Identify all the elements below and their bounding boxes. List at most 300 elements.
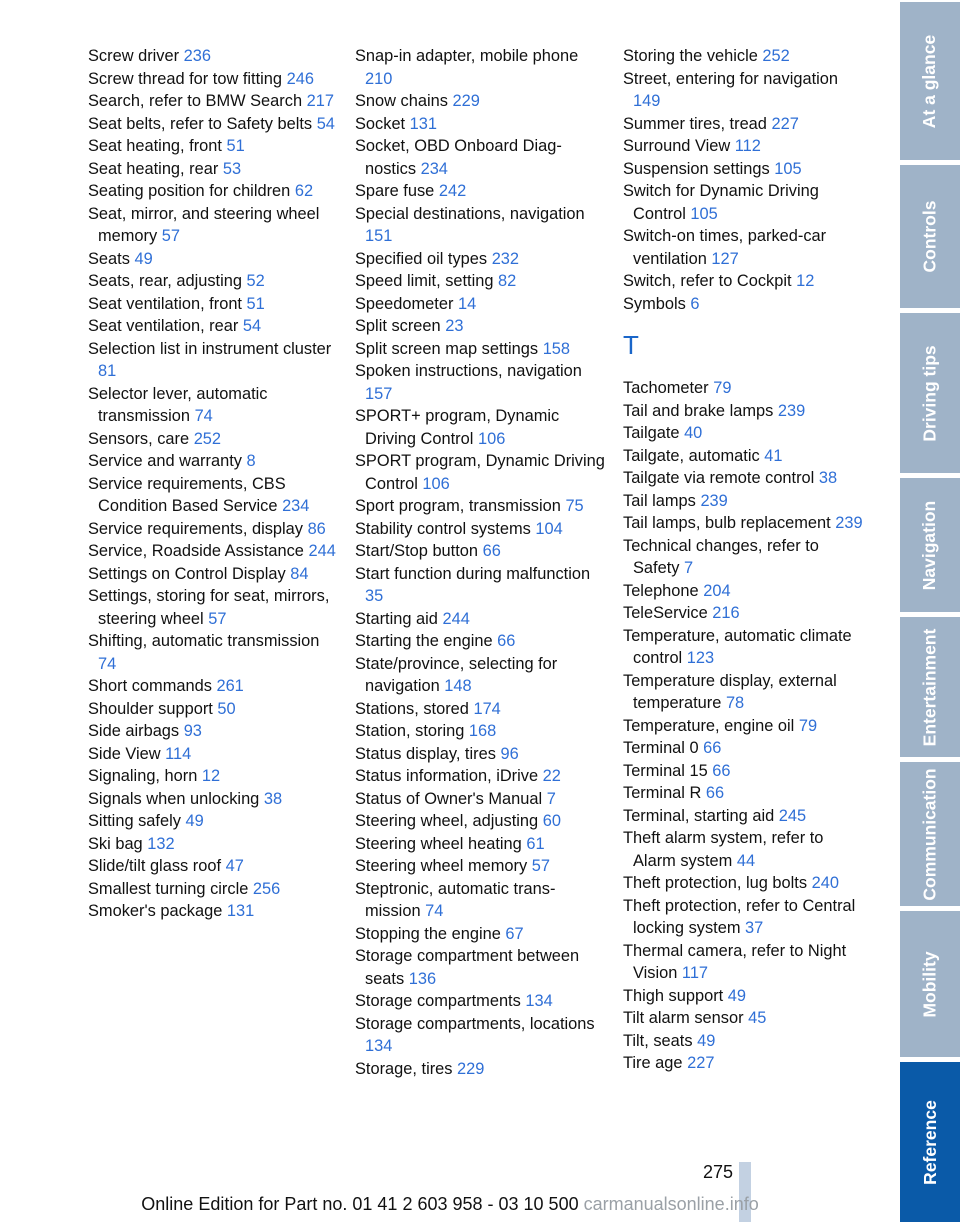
entry-text: Shifting, automatic transmission bbox=[88, 632, 320, 650]
page-link[interactable]: 79 bbox=[713, 379, 732, 397]
entry-text: Smoker's package bbox=[88, 902, 223, 920]
entry-text: Tailgate via remote control bbox=[623, 469, 815, 487]
page-link[interactable]: 6 bbox=[690, 294, 700, 313]
entry-text: Stability control systems bbox=[355, 519, 531, 538]
entry-text: Tail lamps bbox=[623, 491, 696, 510]
page-link[interactable]: 74 bbox=[194, 407, 213, 425]
index-entry bbox=[355, 765, 605, 788]
page-link[interactable]: 127 bbox=[711, 249, 739, 268]
entry-text: Thermal camera, refer to Night Vision bbox=[623, 941, 847, 982]
index-entry bbox=[623, 535, 863, 580]
index-entry bbox=[88, 270, 338, 293]
index-entry bbox=[623, 467, 863, 490]
index-entry bbox=[623, 225, 863, 270]
index-entry bbox=[88, 383, 338, 428]
tab-at-a-glance[interactable] bbox=[900, 2, 960, 160]
index-entry bbox=[355, 405, 605, 450]
page-link[interactable]: 106 bbox=[422, 474, 450, 493]
entry-text: Steering wheel, adjusting bbox=[355, 812, 539, 830]
page-link[interactable]: 234 bbox=[420, 159, 448, 178]
page-link[interactable]: 52 bbox=[246, 272, 265, 290]
page-link[interactable]: 49 bbox=[727, 986, 747, 1005]
page-link[interactable]: 131 bbox=[226, 902, 255, 920]
page-link[interactable]: 117 bbox=[681, 964, 709, 982]
section-tabs bbox=[900, 0, 960, 1222]
tab-reference[interactable] bbox=[900, 1062, 960, 1222]
tab-navigation[interactable] bbox=[900, 478, 960, 612]
page-link[interactable]: 131 bbox=[409, 114, 438, 133]
page-link[interactable]: 54 bbox=[316, 114, 335, 133]
index-entry bbox=[88, 720, 338, 743]
page-link[interactable]: 40 bbox=[684, 424, 703, 442]
index-entry bbox=[88, 878, 338, 901]
entry-text: Tilt, seats bbox=[623, 1031, 693, 1050]
entry-text: Terminal R bbox=[623, 784, 702, 802]
entry-text: Service requirements, CBS Condition Based Service bbox=[88, 474, 286, 515]
index-entry bbox=[88, 900, 338, 923]
index-entry bbox=[88, 518, 338, 541]
page-link[interactable]: 234 bbox=[282, 497, 310, 515]
index-entry bbox=[88, 158, 338, 181]
index-entry bbox=[88, 698, 338, 721]
entry-text: Thigh support bbox=[623, 986, 724, 1005]
entry-text: Terminal 15 bbox=[623, 761, 708, 780]
page-link[interactable]: 229 bbox=[452, 92, 480, 110]
page-link[interactable]: 78 bbox=[725, 694, 745, 712]
index-entry bbox=[88, 540, 338, 563]
entry-text: Screw thread for tow fitting bbox=[88, 69, 283, 88]
index-entry bbox=[88, 855, 338, 878]
index-entry bbox=[623, 270, 863, 293]
index-entry bbox=[355, 180, 605, 203]
entry-text: Service, Roadside Assistance bbox=[88, 542, 304, 560]
page-link[interactable]: 105 bbox=[690, 204, 718, 223]
index-entry bbox=[88, 743, 338, 766]
page-link[interactable]: 57 bbox=[208, 609, 227, 628]
entry-text: Temperature, automatic climate control bbox=[623, 626, 852, 667]
index-entry bbox=[88, 675, 338, 698]
index-entry bbox=[88, 203, 338, 248]
entry-text: Settings, storing for seat, mirrors, steering wheel bbox=[88, 587, 330, 628]
page-link[interactable]: 151 bbox=[365, 227, 393, 245]
entry-text: Stations, stored bbox=[355, 699, 469, 718]
entry-text: Service requirements, display bbox=[88, 519, 303, 538]
entry-text: Starting the engine bbox=[355, 632, 493, 650]
page-link[interactable]: 66 bbox=[712, 761, 731, 780]
page-link[interactable]: 236 bbox=[183, 47, 211, 65]
entry-text: Telephone bbox=[623, 581, 699, 600]
index-entry bbox=[88, 630, 338, 675]
tab-label: Communication bbox=[919, 767, 940, 901]
entry-text: Tailgate, automatic bbox=[623, 446, 760, 465]
index-entry bbox=[355, 945, 605, 990]
page-link[interactable]: 244 bbox=[308, 542, 336, 560]
page-link[interactable]: 239 bbox=[700, 491, 728, 510]
page-link[interactable]: 50 bbox=[217, 699, 236, 718]
entry-text: Theft alarm system, refer to Alarm system bbox=[623, 829, 824, 870]
index-entry bbox=[623, 158, 863, 181]
page-link[interactable]: 132 bbox=[147, 834, 175, 853]
page-link[interactable]: 57 bbox=[161, 227, 180, 245]
page-link[interactable]: 168 bbox=[468, 722, 497, 740]
page-link[interactable]: 204 bbox=[703, 581, 731, 600]
page-link[interactable]: 252 bbox=[193, 429, 222, 448]
page-link[interactable]: 217 bbox=[306, 92, 334, 110]
page-link[interactable]: 174 bbox=[473, 699, 501, 718]
entry-text: Special destinations, navigation bbox=[355, 204, 585, 223]
entry-text: Seat belts, refer to Safety belts bbox=[88, 114, 313, 133]
index-entry bbox=[623, 940, 863, 985]
index-entry bbox=[355, 248, 605, 271]
page-link[interactable]: 227 bbox=[771, 114, 799, 133]
page-link[interactable]: 12 bbox=[201, 767, 221, 785]
page-link[interactable]: 61 bbox=[526, 834, 545, 853]
tab-label: Driving tips bbox=[919, 344, 940, 442]
page-link[interactable]: 66 bbox=[703, 739, 722, 757]
entry-text: Switch for Dynamic Driving Control bbox=[623, 182, 819, 223]
index-entry bbox=[355, 540, 605, 563]
index-entry bbox=[355, 1013, 605, 1058]
page-link[interactable]: 38 bbox=[818, 469, 838, 487]
index-entry bbox=[355, 855, 605, 878]
page-link[interactable]: 22 bbox=[542, 767, 561, 785]
index-entry bbox=[88, 180, 338, 203]
index-entry bbox=[623, 715, 863, 738]
index-entry bbox=[88, 810, 338, 833]
entry-text: Specified oil types bbox=[355, 249, 488, 268]
page-link[interactable]: 51 bbox=[226, 137, 245, 155]
entry-text: Station, storing bbox=[355, 722, 465, 740]
page-link[interactable]: 54 bbox=[242, 317, 262, 335]
index-column-1 bbox=[88, 45, 338, 923]
index-entry bbox=[355, 360, 605, 405]
index-entry bbox=[355, 653, 605, 698]
page-link[interactable]: 49 bbox=[697, 1031, 716, 1050]
entry-text: Seat ventilation, front bbox=[88, 294, 242, 313]
page-link[interactable]: 123 bbox=[686, 649, 715, 667]
page-link[interactable]: 93 bbox=[183, 722, 202, 740]
page-link[interactable]: 75 bbox=[565, 497, 584, 515]
page-link[interactable]: 12 bbox=[796, 272, 815, 290]
page-link[interactable]: 66 bbox=[705, 784, 725, 802]
entry-text: Storage compartments bbox=[355, 992, 521, 1010]
page-link[interactable]: 66 bbox=[497, 632, 516, 650]
entry-text: State/province, selecting for navigation bbox=[355, 654, 558, 695]
page-number: 275 bbox=[703, 1162, 734, 1182]
page-link[interactable]: 106 bbox=[477, 429, 506, 448]
watermark: carmanualsonline.info bbox=[583, 1194, 759, 1214]
entry-text: Settings on Control Display bbox=[88, 564, 286, 583]
page-link[interactable]: 84 bbox=[290, 564, 309, 583]
entry-text: Short commands bbox=[88, 677, 212, 695]
index-entry bbox=[88, 585, 338, 630]
page-link[interactable]: 74 bbox=[425, 902, 444, 920]
index-entry bbox=[355, 563, 605, 608]
index-entry bbox=[355, 450, 605, 495]
index-entry bbox=[355, 1058, 605, 1081]
page-link[interactable]: 37 bbox=[745, 919, 764, 937]
index-entry bbox=[623, 827, 863, 872]
index-entry bbox=[355, 810, 605, 833]
entry-text: Split screen map settings bbox=[355, 339, 539, 358]
entry-text: Temperature, engine oil bbox=[623, 716, 795, 735]
page-link[interactable]: 47 bbox=[225, 857, 244, 875]
page-link[interactable]: 232 bbox=[491, 249, 520, 268]
tab-entertainment[interactable] bbox=[900, 617, 960, 757]
index-entry bbox=[355, 630, 605, 653]
page-link[interactable]: 49 bbox=[185, 812, 204, 830]
entry-text: Sensors, care bbox=[88, 429, 190, 448]
index-entry bbox=[623, 602, 863, 625]
index-entry bbox=[355, 788, 605, 811]
index-entry bbox=[623, 895, 863, 940]
page-link[interactable]: 62 bbox=[294, 182, 314, 200]
page-link[interactable]: 86 bbox=[307, 519, 326, 538]
index-entry bbox=[623, 805, 863, 828]
page-link[interactable]: 49 bbox=[134, 249, 153, 268]
page-link[interactable]: 53 bbox=[222, 159, 242, 178]
index-entry bbox=[623, 760, 863, 783]
page-link[interactable]: 148 bbox=[444, 677, 472, 695]
index-entry bbox=[88, 833, 338, 856]
index-column-3 bbox=[623, 45, 863, 1075]
entry-text: Seats, rear, adjusting bbox=[88, 272, 242, 290]
tab-label: Mobility bbox=[919, 950, 940, 1018]
index-entry bbox=[88, 428, 338, 451]
entry-text: Socket, OBD Onboard Diagnostics bbox=[355, 137, 562, 178]
entry-text: Selector lever, automatic transmission bbox=[88, 384, 268, 425]
index-entry bbox=[355, 203, 605, 248]
page-link[interactable]: 96 bbox=[500, 744, 519, 763]
entry-text: Search, refer to BMW Search bbox=[88, 92, 303, 110]
index-entry bbox=[355, 743, 605, 766]
entry-text: Tail lamps, bulb replacement bbox=[623, 514, 831, 532]
index-entry bbox=[623, 580, 863, 603]
page-link[interactable]: 246 bbox=[286, 69, 314, 88]
entry-text: Seats bbox=[88, 249, 130, 268]
page-link[interactable]: 44 bbox=[736, 851, 756, 870]
entry-text: Switch, refer to Cockpit bbox=[623, 272, 792, 290]
entry-text: Split screen bbox=[355, 317, 441, 335]
entry-text: Speed limit, setting bbox=[355, 272, 494, 290]
entry-text: SPORT program, Dynamic Driving Control bbox=[355, 452, 605, 493]
entry-text: Seat heating, front bbox=[88, 137, 222, 155]
tab-controls[interactable] bbox=[900, 165, 960, 308]
index-entry bbox=[623, 113, 863, 136]
index-entry bbox=[88, 135, 338, 158]
entry-text: Surround View bbox=[623, 137, 731, 155]
page-link[interactable]: 158 bbox=[542, 339, 571, 358]
entry-text: Storage compartments, locations bbox=[355, 1014, 595, 1033]
index-entry bbox=[88, 45, 338, 68]
index-entry bbox=[355, 90, 605, 113]
entry-text: Sport program, transmission bbox=[355, 497, 561, 515]
page-link[interactable]: 239 bbox=[777, 401, 806, 420]
entry-text: Starting aid bbox=[355, 609, 438, 628]
page-link[interactable]: 112 bbox=[734, 137, 761, 155]
entry-text: Side airbags bbox=[88, 722, 180, 740]
entry-text: Street, entering for navigation bbox=[623, 69, 839, 88]
page-link[interactable]: 66 bbox=[482, 542, 501, 560]
entry-text: Snap-in adapter, mobile phone bbox=[355, 47, 579, 65]
page-link[interactable]: 216 bbox=[712, 604, 740, 622]
index-entry bbox=[623, 68, 863, 113]
index-entry bbox=[355, 45, 605, 90]
index-entry bbox=[88, 788, 338, 811]
page-link[interactable]: 134 bbox=[525, 992, 553, 1010]
footer bbox=[0, 1194, 900, 1215]
index-entry bbox=[88, 473, 338, 518]
entry-text: Spoken instructions, navigation bbox=[355, 362, 582, 380]
index-entry bbox=[623, 180, 863, 225]
page-link[interactable]: 35 bbox=[365, 587, 384, 605]
page-link[interactable]: 38 bbox=[263, 789, 283, 808]
entry-text: Snow chains bbox=[355, 92, 448, 110]
entry-text: Switch-on times, parked-car ventilation bbox=[623, 227, 827, 268]
page-link[interactable]: 57 bbox=[531, 857, 550, 875]
page-link[interactable]: 14 bbox=[457, 294, 477, 313]
page-link[interactable]: 67 bbox=[505, 924, 524, 943]
index-entry bbox=[623, 512, 863, 535]
page-link[interactable]: 41 bbox=[764, 446, 783, 465]
footer-text: Online Edition for Part no. 01 41 2 603 958 - 03 10 500 bbox=[141, 1194, 579, 1214]
entry-text: Tachometer bbox=[623, 379, 709, 397]
page-link[interactable]: 252 bbox=[762, 47, 790, 65]
index-entry bbox=[355, 720, 605, 743]
page-link[interactable]: 105 bbox=[774, 159, 802, 178]
index-entry bbox=[623, 1030, 863, 1053]
entry-text: Socket bbox=[355, 114, 406, 133]
tab-label: Navigation bbox=[919, 500, 940, 590]
page-link[interactable]: 114 bbox=[165, 744, 192, 763]
page-link[interactable]: 157 bbox=[365, 384, 393, 403]
index-entry bbox=[623, 737, 863, 760]
page-link[interactable]: 245 bbox=[778, 806, 807, 825]
entry-text: Smallest turning circle bbox=[88, 879, 249, 898]
page-link[interactable]: 240 bbox=[811, 874, 839, 892]
section-letter: T bbox=[623, 330, 639, 360]
entry-text: Stopping the engine bbox=[355, 924, 501, 943]
tab-communication[interactable] bbox=[900, 762, 960, 906]
index-entry bbox=[355, 315, 605, 338]
entry-text: Symbols bbox=[623, 294, 686, 313]
entry-text: Seat heating, rear bbox=[88, 159, 219, 178]
entry-text: Tailgate bbox=[623, 424, 680, 442]
page-link[interactable]: 7 bbox=[684, 559, 694, 577]
index-entry bbox=[88, 315, 338, 338]
entry-text: Tilt alarm sensor bbox=[623, 1009, 744, 1027]
entry-text: Start function during malfunction bbox=[355, 564, 591, 583]
entry-text: Terminal 0 bbox=[623, 739, 699, 757]
page-link[interactable]: 8 bbox=[246, 452, 256, 470]
index-entry bbox=[355, 878, 605, 923]
index-entry bbox=[623, 872, 863, 895]
index-entry bbox=[355, 608, 605, 631]
entry-text: Tire age bbox=[623, 1054, 683, 1072]
page-link[interactable]: 134 bbox=[365, 1037, 393, 1055]
index-entry bbox=[88, 450, 338, 473]
page-link[interactable]: 60 bbox=[542, 812, 561, 830]
index-entry bbox=[623, 135, 863, 158]
entry-text: Technical changes, refer to Safety bbox=[623, 536, 819, 577]
tab-label: Entertainment bbox=[919, 628, 940, 746]
entry-text: Screw driver bbox=[88, 47, 180, 65]
index-entry bbox=[623, 422, 863, 445]
page-link[interactable]: 244 bbox=[442, 609, 470, 628]
index-entry bbox=[88, 765, 338, 788]
page-link[interactable]: 210 bbox=[365, 69, 393, 88]
entry-text: Tail and brake lamps bbox=[623, 401, 774, 420]
entry-text: Storage compartment between seats bbox=[355, 947, 580, 988]
tab-driving-tips[interactable] bbox=[900, 313, 960, 473]
index-entry bbox=[355, 833, 605, 856]
page-link[interactable]: 227 bbox=[687, 1054, 715, 1072]
tab-label: Controls bbox=[919, 200, 940, 273]
page-link[interactable]: 51 bbox=[246, 294, 265, 313]
page-link[interactable]: 256 bbox=[252, 879, 281, 898]
entry-text: Seat ventilation, rear bbox=[88, 317, 239, 335]
page-link[interactable]: 79 bbox=[798, 716, 818, 735]
entry-text: Storing the vehicle bbox=[623, 47, 758, 65]
index-entry bbox=[623, 490, 863, 513]
entry-text: Temperature display, external temperature bbox=[623, 671, 837, 712]
index-entry bbox=[355, 338, 605, 361]
entry-text: Storage, tires bbox=[355, 1059, 453, 1078]
entry-text: Status of Owner's Manual bbox=[355, 789, 543, 808]
entry-text: Steering wheel memory bbox=[355, 857, 528, 875]
entry-text: Spare fuse bbox=[355, 182, 435, 200]
entry-text: Ski bag bbox=[88, 834, 143, 853]
index-entry bbox=[355, 135, 605, 180]
entry-text: Signals when unlocking bbox=[88, 789, 260, 808]
page-link[interactable]: 82 bbox=[498, 272, 517, 290]
entry-text: Status information, iDrive bbox=[355, 767, 539, 785]
index-entry bbox=[623, 400, 863, 423]
entry-text: Selection list in instrument cluster bbox=[88, 339, 332, 358]
page-link[interactable]: 261 bbox=[216, 677, 244, 695]
index-entry bbox=[355, 113, 605, 136]
page-link[interactable]: 104 bbox=[535, 519, 563, 538]
entry-text: Shoulder support bbox=[88, 699, 213, 718]
page-link[interactable]: 239 bbox=[835, 514, 863, 532]
page-link[interactable]: 229 bbox=[457, 1059, 485, 1078]
index-entry bbox=[623, 1052, 863, 1075]
page-link[interactable]: 149 bbox=[633, 92, 661, 110]
entry-text: Seating position for children bbox=[88, 182, 291, 200]
page-link[interactable]: 45 bbox=[748, 1009, 767, 1027]
tab-mobility[interactable] bbox=[900, 911, 960, 1057]
index-entry bbox=[355, 495, 605, 518]
index-entry bbox=[355, 990, 605, 1013]
page-link[interactable]: 23 bbox=[445, 317, 464, 335]
page-link[interactable]: 242 bbox=[438, 182, 467, 200]
entry-text: Side View bbox=[88, 744, 161, 763]
entry-text: Seat, mirror, and steering wheel memory bbox=[88, 204, 320, 245]
index-entry bbox=[355, 293, 605, 316]
index-entry bbox=[623, 45, 863, 68]
entry-text: Theft protection, lug bolts bbox=[623, 874, 808, 892]
page-link[interactable]: 136 bbox=[408, 969, 437, 988]
entry-text: Slide/tilt glass roof bbox=[88, 857, 222, 875]
index-entry bbox=[355, 518, 605, 541]
page-link[interactable]: 81 bbox=[98, 362, 117, 380]
page-link[interactable]: 74 bbox=[98, 654, 117, 673]
entry-text: Sitting safely bbox=[88, 812, 181, 830]
index-entry bbox=[623, 293, 863, 316]
page-link[interactable]: 7 bbox=[546, 789, 556, 808]
index-entry bbox=[623, 782, 863, 805]
entry-text: Service and warranty bbox=[88, 452, 242, 470]
